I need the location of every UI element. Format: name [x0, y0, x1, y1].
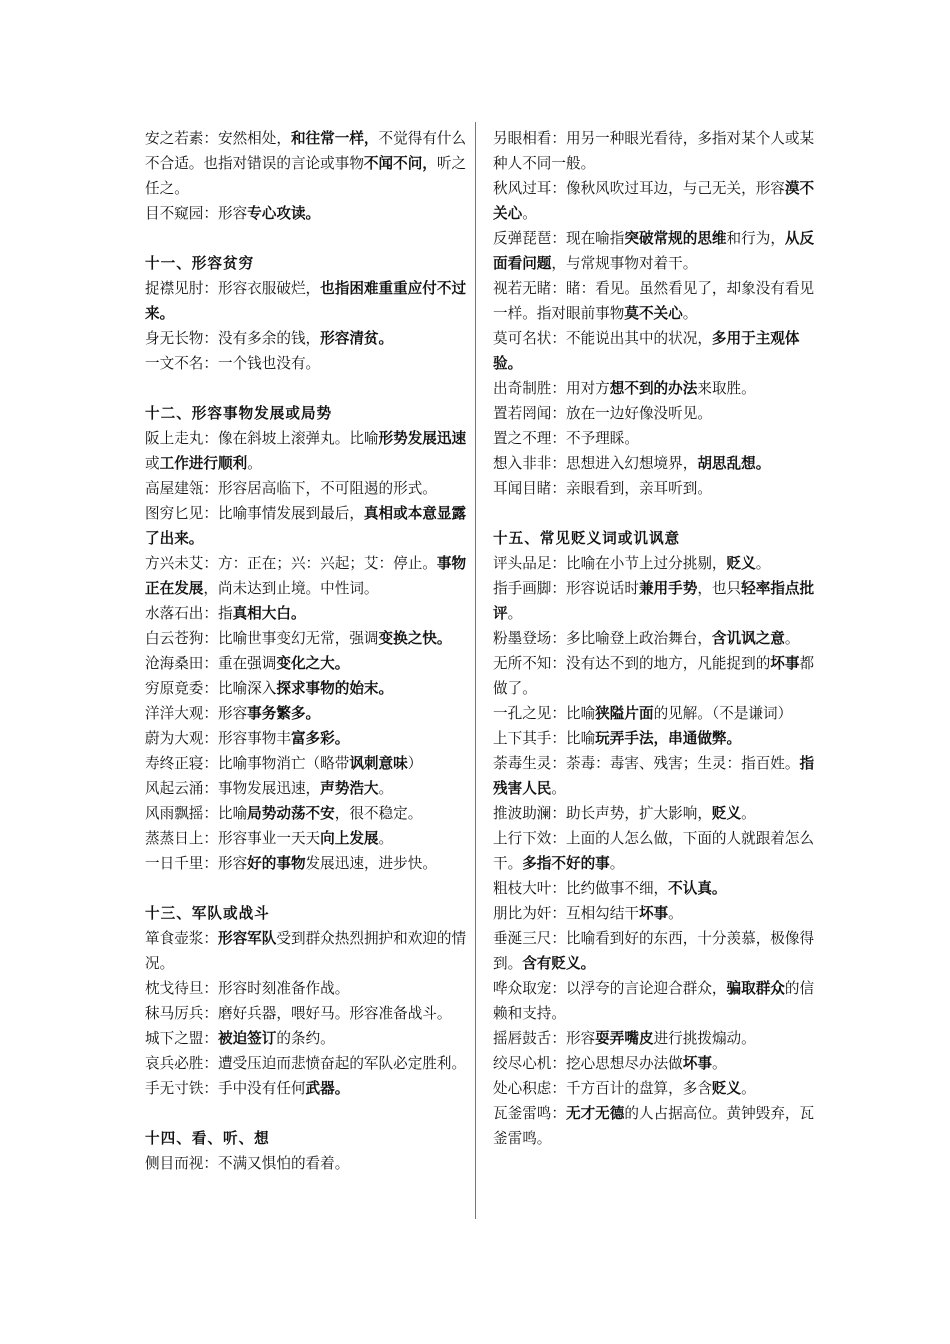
- emphasis-text: 讽刺意味: [349, 755, 408, 772]
- emphasis-text: 不认真。: [668, 880, 727, 897]
- entry-text: 。: [507, 605, 523, 622]
- entry-text: ，也只: [697, 580, 742, 597]
- emphasis-text: 多指不好的事: [522, 855, 610, 872]
- entry-text: 图穷匕见：比喻事情发展到最后，: [145, 505, 364, 522]
- entry-text: 。: [609, 855, 625, 872]
- entry-text: ，尚未达到止境。中性词。: [203, 580, 379, 597]
- emphasis-text: 和往常一样，: [290, 130, 379, 147]
- idiom-entry: [493, 701, 817, 726]
- entry-text: 上行下效：上面的人怎么做，下面的人就跟着怎么干。: [493, 830, 815, 872]
- entry-text: 视若无睹：睹：看见。虽然看见了，却象没有看见一样。指对眼前事物: [493, 280, 815, 322]
- idiom-entry: [493, 451, 817, 476]
- entry-text: 的条约。: [276, 1030, 335, 1047]
- entry-text: 进行挑拨煽动。: [653, 1030, 756, 1047]
- entry-text: 。: [784, 630, 800, 647]
- idiom-entry: [493, 626, 817, 651]
- idiom-entry: [493, 826, 817, 876]
- emphasis-text: 骗取群众: [726, 980, 785, 997]
- idiom-entry: [493, 901, 817, 926]
- section-spacer: [145, 226, 467, 251]
- entry-text: 侧目而视：不满又惧怕的看着。: [145, 1155, 350, 1172]
- emphasis-text: 被迫签订: [217, 1030, 277, 1047]
- section-heading: 十三、军队或战斗: [145, 905, 270, 922]
- idiom-entry: [145, 351, 467, 376]
- emphasis-text: 探求事物的始末。: [276, 680, 394, 697]
- entry-text: 。: [668, 905, 683, 922]
- emphasis-text: 向上发展: [320, 830, 379, 847]
- section-heading: 十五、常见贬义词或讥讽意: [493, 530, 681, 547]
- entry-text: 推波助澜：助长声势，扩大影响，: [493, 805, 712, 822]
- emphasis-text: 真相大白。: [232, 605, 306, 622]
- emphasis-text: 耍弄嘴皮: [595, 1030, 654, 1047]
- entry-text: 上下其手：比喻: [493, 730, 596, 747]
- entry-text: 指手画脚：形容说话时: [493, 580, 639, 597]
- entry-text: 的信赖和支持。: [493, 980, 815, 1022]
- entry-text: 方兴未艾：方：正在；兴：兴起；艾：停止。: [145, 555, 437, 572]
- entry-text: 沧海桑田：重在强调: [145, 655, 277, 672]
- entry-text: 荼毒生灵：荼毒：毒害、残害；生灵：指百姓。: [493, 755, 800, 772]
- entry-text: 风起云涌：事物发展迅速，: [145, 780, 321, 797]
- entry-text: ，很不稳定。: [334, 805, 423, 822]
- idiom-entry: [493, 976, 817, 1026]
- idiom-entry: [145, 1026, 467, 1051]
- entry-text: 粗枝大叶：比约做事不细，: [493, 880, 669, 897]
- entry-text: 处心积虑：千方百计的盘算，多含: [493, 1080, 712, 1097]
- idiom-entry: [493, 126, 817, 176]
- emphasis-text: 变化之大。: [276, 655, 350, 672]
- emphasis-text: 突破常规的思维: [624, 230, 727, 247]
- entry-text: 一文不名：一个钱也没有。: [145, 355, 321, 372]
- idiom-entry: [145, 601, 467, 626]
- entry-text: 另眼相看：用另一种眼光看待，多指对某个人或某种人不同一般。: [493, 130, 815, 172]
- entry-text: 无所不知：没有达不到的地方，凡能捉到的: [493, 655, 771, 672]
- idiom-entry: [145, 126, 467, 201]
- idiom-entry: [145, 551, 467, 601]
- idiom-entry: [145, 926, 467, 976]
- entry-text: 莫可名状：不能说出其中的状况，: [493, 330, 712, 347]
- entry-text: 。: [522, 205, 537, 222]
- entry-text: 目不窥园：形容: [145, 205, 248, 222]
- emphasis-text: 声势浩大: [320, 780, 379, 797]
- entry-text: ，与常规事物对着干。: [551, 255, 698, 272]
- entry-text: 的人占据高位。黄钟毁弃，瓦釜雷鸣。: [493, 1105, 815, 1147]
- entry-text: 的见解。（不是谦词）: [653, 705, 793, 722]
- idiom-entry: [145, 751, 467, 776]
- idiom-entry: [145, 776, 467, 801]
- entry-text: 。: [711, 1055, 727, 1072]
- entry-text: 。: [247, 455, 262, 472]
- emphasis-text: 变换之快。: [378, 630, 452, 647]
- emphasis-text: 玩弄手法，串通做弊。: [595, 730, 742, 747]
- entry-text: 瓦釜雷鸣：: [493, 1105, 566, 1122]
- entry-text: 出奇制胜：用对方: [493, 380, 610, 397]
- entry-text: 受到群众热烈拥护和欢迎的情况。: [145, 930, 467, 972]
- emphasis-text: 形容清贫。: [320, 330, 394, 347]
- entry-text: 不觉得有什么不合适。也指对错误的言论或事物: [145, 130, 467, 172]
- idiom-entry: [493, 926, 817, 976]
- section-spacer: [493, 501, 817, 526]
- idiom-entry: [145, 326, 467, 351]
- entry-text: 粉墨登场：多比喻登上政治舞台，: [493, 630, 712, 647]
- idiom-entry: [493, 1101, 817, 1151]
- idiom-entry: [493, 1026, 817, 1051]
- idiom-entry: [145, 726, 467, 751]
- entry-text: 置若罔闻：放在一边好像没听见。: [493, 405, 712, 422]
- entry-text: 高屋建瓴：形容居高临下，不可阻遏的形式。: [145, 480, 437, 497]
- entry-text: 洋洋大观：形容: [145, 705, 248, 722]
- idiom-entry: [145, 1051, 467, 1076]
- entry-text: 置之不理：不予理睬。: [493, 430, 639, 447]
- section-heading: 十四、看、听、想: [145, 1130, 270, 1147]
- entry-text: 朋比为奸：互相勾结干: [493, 905, 639, 922]
- idiom-entry: [493, 226, 817, 276]
- entry-text: 或: [145, 455, 160, 472]
- idiom-entry: [145, 826, 467, 851]
- entry-text: 都做了。: [493, 655, 815, 697]
- entry-text: 。: [755, 555, 771, 572]
- idiom-entry: [493, 1051, 817, 1076]
- idiom-entry: [493, 876, 817, 901]
- idiom-entry: [145, 626, 467, 651]
- emphasis-text: 轻率指点批评: [493, 580, 815, 622]
- emphasis-text: 不闻不问，: [363, 155, 437, 172]
- entry-text: 听之任之。: [145, 155, 467, 197]
- idiom-entry: [145, 426, 467, 476]
- idiom-entry: [493, 326, 817, 376]
- idiom-entry: [145, 701, 467, 726]
- idiom-entry: [493, 751, 817, 801]
- emphasis-text: 狭隘片面: [595, 705, 654, 722]
- idiom-entry: [145, 201, 467, 226]
- entry-text: 穷原竟委：比喻深入: [145, 680, 277, 697]
- idiom-entry: [145, 676, 467, 701]
- emphasis-text: 专心攻读。: [247, 205, 321, 222]
- entry-text: 哗众取宠：以浮夸的言论迎合群众，: [493, 980, 727, 997]
- entry-text: 。: [551, 780, 566, 797]
- emphasis-text: 工作进行顺利: [159, 455, 248, 472]
- entry-text: 。: [741, 805, 756, 822]
- idiom-entry: [493, 651, 817, 701]
- idiom-entry: [493, 426, 817, 451]
- entry-text: 。: [682, 305, 698, 322]
- idiom-entry: [493, 376, 817, 401]
- emphasis-text: 形势发展迅速: [378, 430, 467, 447]
- entry-text: 寿终正寝：比喻事物消亡（略带: [145, 755, 350, 772]
- emphasis-text: 含有贬义。: [522, 955, 596, 972]
- idiom-entry: [145, 651, 467, 676]
- entry-text: 蒸蒸日上：形容事业一天天: [145, 830, 321, 847]
- emphasis-text: 好的事物: [247, 855, 306, 872]
- emphasis-text: 贬义: [711, 1080, 742, 1097]
- emphasis-text: 含讥讽之意: [711, 630, 785, 647]
- entry-text: 。: [378, 780, 394, 797]
- entry-text: 来取胜。: [697, 380, 756, 397]
- idiom-entry: [145, 976, 467, 1001]
- idiom-entry: [145, 1001, 467, 1026]
- idiom-entry: [493, 176, 817, 226]
- section-heading: 十二、形容事物发展或局势: [145, 405, 333, 422]
- emphasis-text: 贬义: [726, 555, 756, 572]
- entry-text: 垂涎三尺：比喻看到好的东西，十分羡慕，极像得到。: [493, 930, 815, 972]
- entry-text: 身无长物：没有多余的钱，: [145, 330, 321, 347]
- idiom-entry: [493, 401, 817, 426]
- emphasis-text: 漠不关心: [493, 180, 815, 222]
- emphasis-text: 想不到的办法: [609, 380, 698, 397]
- entry-text: 白云苍狗：比喻世事变幻无常，强调: [145, 630, 379, 647]
- section-spacer: [145, 1101, 467, 1126]
- idiom-entry: [493, 576, 817, 626]
- idiom-entry: [145, 801, 467, 826]
- right-column: [493, 126, 817, 1151]
- emphasis-text: 真相或本意显露了出来。: [145, 505, 467, 547]
- entry-text: 水落石出：指: [145, 605, 233, 622]
- emphasis-text: 坏事: [682, 1055, 712, 1072]
- emphasis-text: 局势动荡不安: [247, 805, 335, 822]
- entry-text: 反弹琵琶：现在喻指: [493, 230, 625, 247]
- idiom-entry: [145, 851, 467, 876]
- entry-text: 想入非非：思想进入幻想境界，: [493, 455, 698, 472]
- entry-text: 捉襟见肘：形容衣服破烂，: [145, 280, 321, 297]
- entry-text: 阪上走丸：像在斜坡上滚弹丸。比喻: [145, 430, 379, 447]
- entry-text: 蔚为大观：形容事物丰: [145, 730, 291, 747]
- entry-text: 一孔之见：比喻: [493, 705, 596, 722]
- idiom-entry: [493, 476, 817, 501]
- entry-text: 评头品足：比喻在小节上过分挑剔，: [493, 555, 727, 572]
- left-column: [145, 126, 467, 1176]
- emphasis-text: 武器。: [305, 1080, 350, 1097]
- emphasis-text: 从反面看问题: [493, 230, 815, 272]
- idiom-entry: [493, 1076, 817, 1101]
- section-heading: 十一、形容贫穷: [145, 255, 255, 272]
- entry-text: ）: [407, 755, 423, 772]
- idiom-entry: [493, 726, 817, 751]
- idiom-entry: [145, 501, 467, 551]
- entry-text: 哀兵必胜：遭受压迫而悲愤奋起的军队必定胜利。: [145, 1055, 467, 1072]
- entry-text: 摇唇鼓舌：形容: [493, 1030, 596, 1047]
- section-spacer: [145, 376, 467, 401]
- section-spacer: [145, 876, 467, 901]
- entry-text: 耳闻目睹：亲眼看到，亲耳听到。: [493, 480, 712, 497]
- emphasis-text: 事务繁多。: [247, 705, 321, 722]
- emphasis-text: 坏事: [770, 655, 800, 672]
- entry-text: 风雨飘摇：比喻: [145, 805, 248, 822]
- entry-text: 绞尽心机：挖心思想尽办法做: [493, 1055, 683, 1072]
- idiom-entry: [493, 276, 817, 326]
- emphasis-text: 事物正在发展: [145, 555, 467, 597]
- entry-text: 秋风过耳：像秋风吹过耳边，与己无关，形容: [493, 180, 785, 197]
- emphasis-text: 多用于主观体验。: [493, 330, 800, 372]
- emphasis-text: 莫不关心: [624, 305, 683, 322]
- entry-text: 发展迅速，进步快。: [305, 855, 437, 872]
- idiom-entry: [493, 801, 817, 826]
- idiom-entry: [145, 276, 467, 326]
- entry-text: 。: [741, 1080, 756, 1097]
- emphasis-text: 形容军队: [217, 930, 277, 947]
- emphasis-text: 胡思乱想。: [697, 455, 771, 472]
- emphasis-text: 贬义: [711, 805, 742, 822]
- idiom-entry: [493, 551, 817, 576]
- idiom-entry: [145, 476, 467, 501]
- column-divider: [475, 122, 476, 1219]
- entry-text: 枕戈待旦：形容时刻准备作战。: [145, 980, 350, 997]
- emphasis-text: 坏事: [638, 905, 669, 922]
- idiom-entry: [145, 1076, 467, 1101]
- emphasis-text: 指残害人民: [493, 755, 815, 797]
- entry-text: 秣马厉兵：磨好兵器，喂好马。形容准备战斗。: [145, 1005, 452, 1022]
- entry-text: 和行为，: [726, 230, 785, 247]
- emphasis-text: 兼用手势: [638, 580, 698, 597]
- entry-text: 安之若素：安然相处，: [145, 130, 291, 147]
- entry-text: 一日千里：形容: [145, 855, 248, 872]
- idiom-entry: [145, 1151, 467, 1176]
- entry-text: 手无寸铁：手中没有任何: [145, 1080, 306, 1097]
- emphasis-text: 无才无德: [565, 1105, 625, 1122]
- entry-text: 城下之盟：: [145, 1030, 218, 1047]
- entry-text: 箪食壶浆：: [145, 930, 218, 947]
- emphasis-text: 富多彩。: [290, 730, 350, 747]
- emphasis-text: 也指困难重重应付不过来。: [145, 280, 467, 322]
- entry-text: 。: [378, 830, 394, 847]
